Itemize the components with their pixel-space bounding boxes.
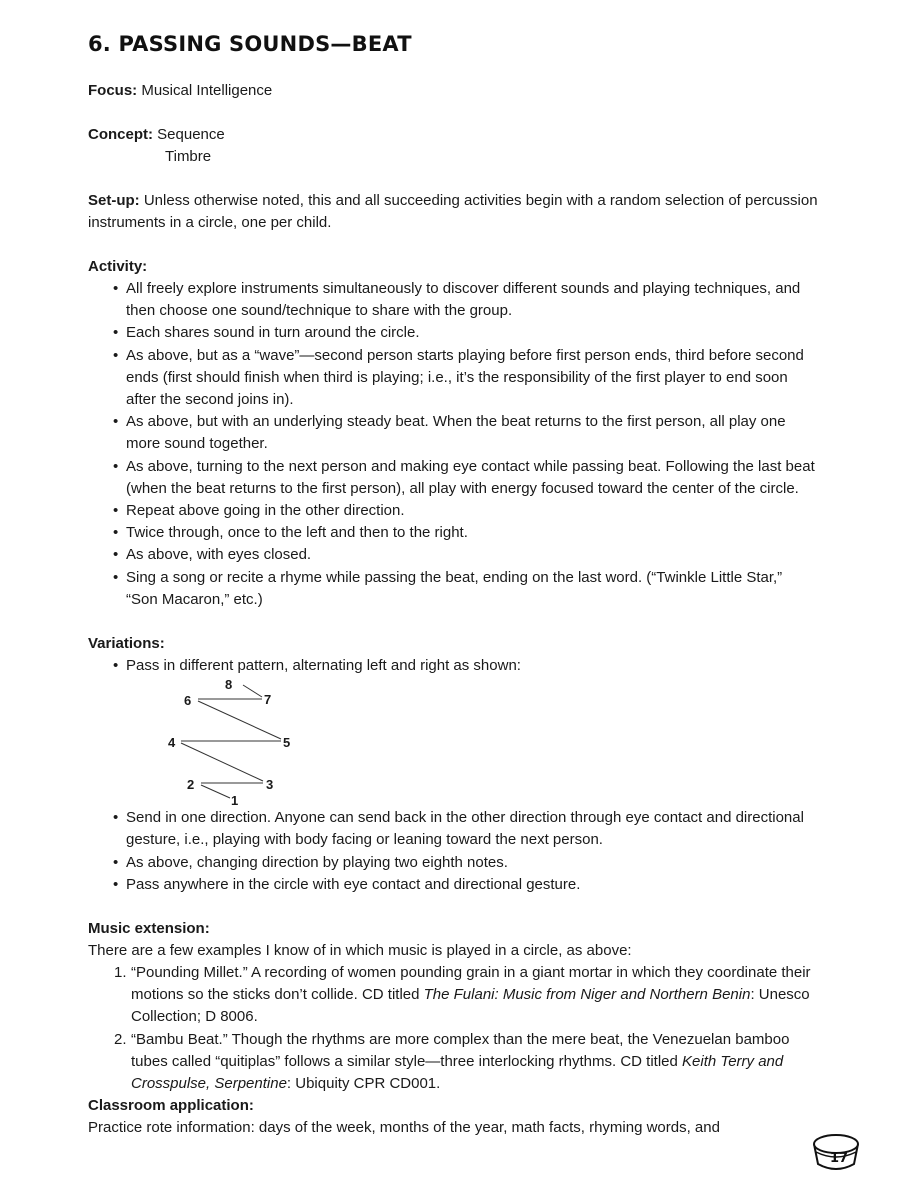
focus-label: Focus: (88, 82, 138, 99)
setup-paragraph (88, 190, 818, 234)
activity-list (88, 278, 818, 611)
music-extension-heading: Music extension: (88, 920, 210, 938)
focus-line (88, 80, 818, 102)
item-text: “Bambu Beat.” Though the rhythms are more complex than the mere beat, the Venezuelan bamboo tubes called “quitiplas” follows a similar style—three interlocking rhythms. CD titled (131, 1030, 790, 1070)
diagram-label-3: 3 (266, 777, 274, 793)
music-extension-intro: There are a few examples I know of in which music is played in a circle, as above: (88, 942, 632, 960)
page-number-badge (808, 1128, 864, 1176)
concept-line-2: Timbre (165, 148, 212, 165)
classroom-section (88, 1095, 818, 1139)
focus-text: Musical Intelligence (137, 82, 273, 99)
list-item: • Pass anywhere in the circle with eye contact and directional gesture. (113, 874, 818, 896)
diagram-label-5: 5 (283, 735, 291, 751)
item-cd-title: Keith Terry and Crosspulse, Serpentine (131, 1052, 784, 1093)
setup-label: Set-up: (88, 192, 140, 209)
item-number: 2. (114, 1030, 127, 1048)
list-item: • Pass in different pattern, alternating left and right as shown: (113, 655, 818, 677)
item-text-end: : Ubiquity CPR CD001. (286, 1075, 441, 1093)
list-item: • Each shares sound in turn around the circle. (113, 322, 818, 344)
list-item: • As above, with eyes closed. (113, 544, 818, 566)
drum-icon (808, 1128, 864, 1176)
classroom-heading: Classroom application: (88, 1097, 254, 1115)
variations-heading: Variations: (88, 635, 165, 653)
activity-section (88, 256, 818, 611)
page-title: 6. PASSING SOUNDS—BEAT (88, 32, 412, 56)
concept-line-1: Sequence (153, 126, 225, 143)
list-item: • Send in one direction. Anyone can send back in the other direction through eye contact and directional gesture, i.e., playing with body facing or leaning toward the next person. (113, 807, 818, 851)
list-item: • As above, but as a “wave”—second person starts playing before first person ends, third before second ends (first should finish when third is playing; i.e., it’s the responsibility of the first player to end soon after the second joins in). (113, 345, 818, 412)
concept-label: Concept: (88, 126, 153, 143)
page-content (88, 32, 818, 1139)
music-extension-section (88, 918, 818, 1095)
activity-heading: Activity: (88, 258, 148, 275)
variations-list-first (88, 655, 818, 677)
diagram-label-4: 4 (168, 735, 176, 751)
diagram-label-6: 6 (184, 693, 192, 709)
diagram-line (181, 743, 263, 781)
list-item: • Twice through, once to the left and then to the right. (113, 522, 818, 544)
item-text-end: : Unesco Collection; D 8006. (131, 986, 810, 1026)
list-item: • Sing a song or recite a rhyme while passing the beat, ending on the last word. (“Twinkle Little Star,” “Son Macaron,” etc.) (113, 567, 818, 611)
item-text: “Pounding Millet.” A recording of women pounding grain in a giant mortar in which they coordinate their motions so the sticks don’t collide. CD titled (131, 964, 811, 1004)
item-number: 1. (114, 964, 127, 982)
item-cd-title: The Fulani: Music from Niger and Northern Benin (423, 986, 751, 1004)
music-extension-list (88, 962, 818, 1095)
list-item: • As above, changing direction by playing two eighth notes. (113, 852, 818, 874)
diagram-label-8: 8 (225, 677, 233, 693)
diagram-line (243, 685, 262, 697)
diagram-line (201, 785, 230, 798)
passing-pattern-diagram (168, 677, 328, 807)
list-item: • Repeat above going in the other direction. (113, 500, 818, 522)
list-item: • All freely explore instruments simultaneously to discover different sounds and playing techniques, and then choose one sound/technique to share with the group. (113, 278, 818, 322)
variations-section (88, 633, 818, 896)
list-item (114, 1029, 818, 1096)
classroom-text: Practice rote information: days of the week, months of the year, math facts, rhyming words, and (88, 1119, 720, 1137)
variations-list (88, 807, 818, 896)
setup-text: Unless otherwise noted, this and all succeeding activities begin with a random selection of percussion instruments in a circle, one per child. (88, 192, 818, 231)
zigzag-diagram (168, 677, 328, 807)
concept-block (88, 124, 818, 168)
diagram-label-7: 7 (264, 692, 272, 708)
diagram-label-1: 1 (231, 793, 239, 808)
list-item: • As above, but with an underlying steady beat. When the beat returns to the first person, all play one more sound together. (113, 411, 818, 455)
list-item: • As above, turning to the next person and making eye contact while passing beat. Following the last beat (when the beat returns to the first person), all play with energy focused toward the center of the circle. (113, 456, 818, 500)
page-number: 17 (830, 1151, 849, 1166)
diagram-label-2: 2 (187, 777, 195, 793)
list-item (114, 962, 818, 1029)
